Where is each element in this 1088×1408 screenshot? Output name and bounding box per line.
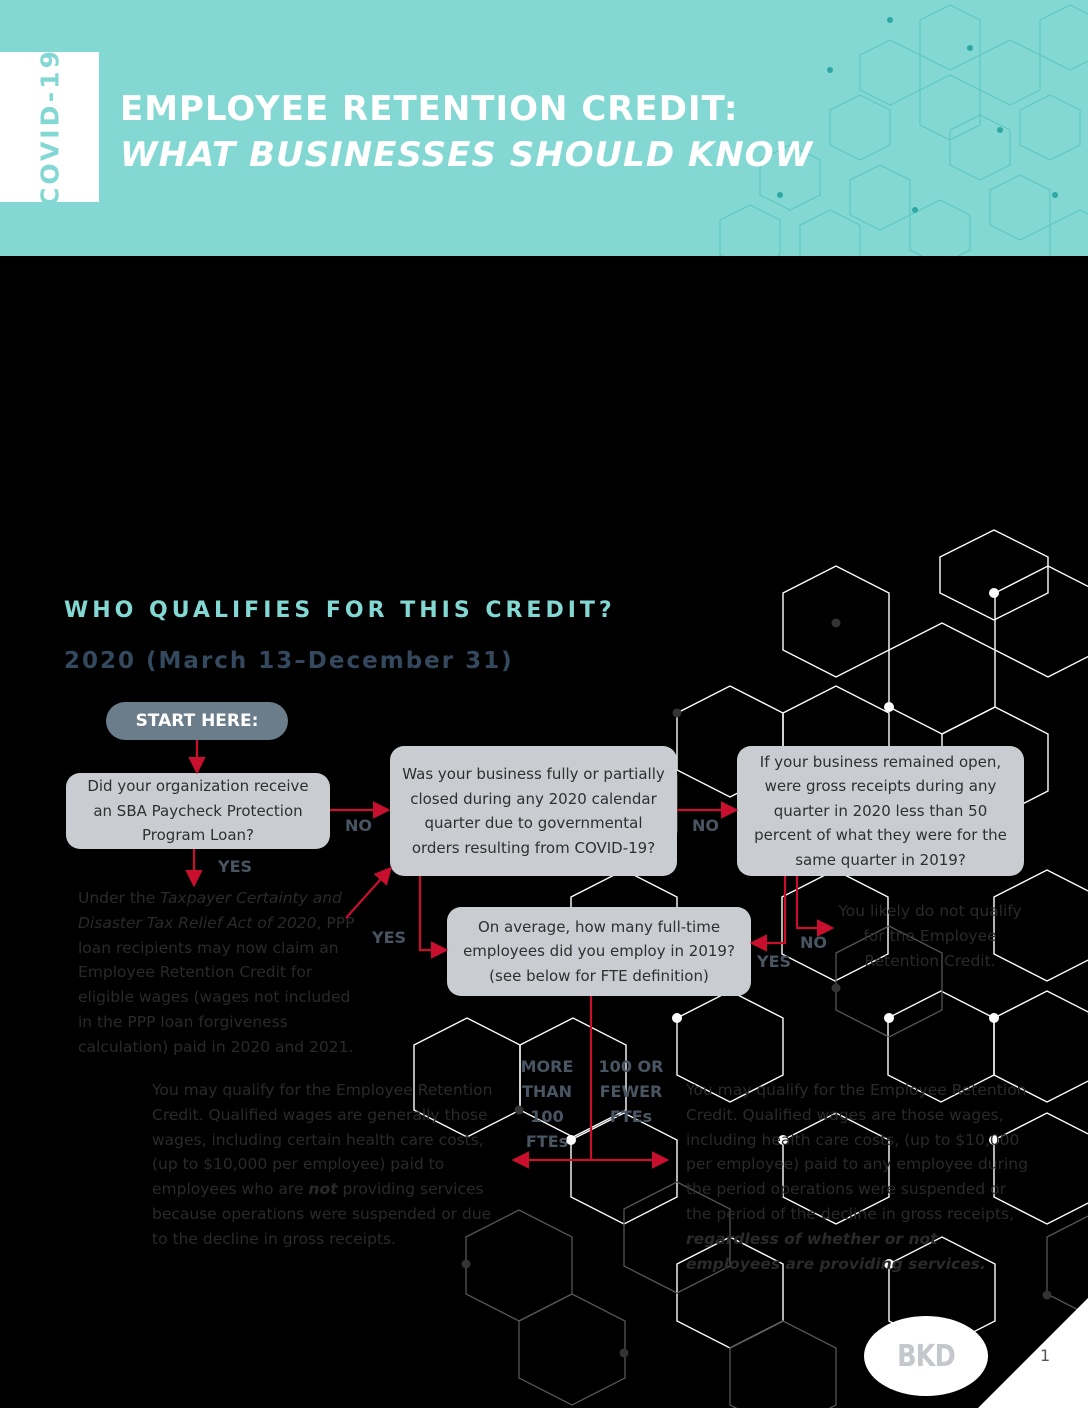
title-line-2: WHAT BUSINESSES SHOULD KNOW [120,135,814,175]
no-label-2: NO [692,816,719,835]
small-employer-paragraph: You may qualify for the Employee Retention Credit. Qualified wages are those wages, including health care costs, (up to $10,000 per employee) paid to any employee during the period operations were suspended or the period of the decline in gross receipts, regardless of whether or not employees are providing services. [686,1081,1028,1273]
large-employer-paragraph: You may qualify for the Employee Retention Credit. Qualified wages are generally those wages, including certain health care costs, (up to $10,000 per employee) paid to employees who are not providing services because operations were suspended or due to the decline in gross receipts. [152,1081,493,1248]
title-line-1: EMPLOYEE RETENTION CREDIT: [120,89,739,129]
ppp-loan-question: Did your organization receive an SBA Paycheck Protection Program Loan? [66,773,330,849]
gross-receipts-question: If your business remained open, were gross receipts during any quarter in 2020 less than 50 percent of what they were for the same quarter in 2019? [737,746,1024,876]
page-number: 1 [1040,1346,1051,1365]
page-corner [978,1298,1088,1408]
start-here-pill: START HERE: [106,702,288,740]
section-title: WHO QUALIFIES FOR THIS CREDIT? [64,598,616,623]
business-closed-question: Was your business fully or partially closed during any 2020 calendar quarter due to governmental orders resulting from COVID-19? [390,746,677,876]
yes-label-2: YES [372,928,407,947]
ppp-note-paragraph: Under the Taxpayer Certainty and Disaster Tax Relief Act of 2020, PPP loan recipients may now claim an Employee Retention Credit for eligible wages (wages not included in the PPP loan forgiveness calculation) paid in 2020 and 2021. [78,889,355,1056]
no-label-1: NO [345,816,372,835]
100-or-fewer-label: 100 OR FEWER FTEs [598,1057,664,1126]
date-range: 2020 (March 13–December 31) [64,648,514,674]
covid-tab-label: COVID-19 [35,48,64,206]
yes-label-3: YES [757,952,792,971]
more-than-100-label: MORE THAN 100 FTEs [520,1057,574,1151]
yes-label-1: YES [218,857,253,876]
no-label-3: NO [800,933,827,952]
not-qualify-paragraph: You likely do not qualify for the Employee Retention Credit. [838,902,1022,970]
fte-count-question: On average, how many full-time employees did you employ in 2019? (see below for FTE definition) [447,907,751,996]
bkd-logo: BKD [864,1316,988,1396]
